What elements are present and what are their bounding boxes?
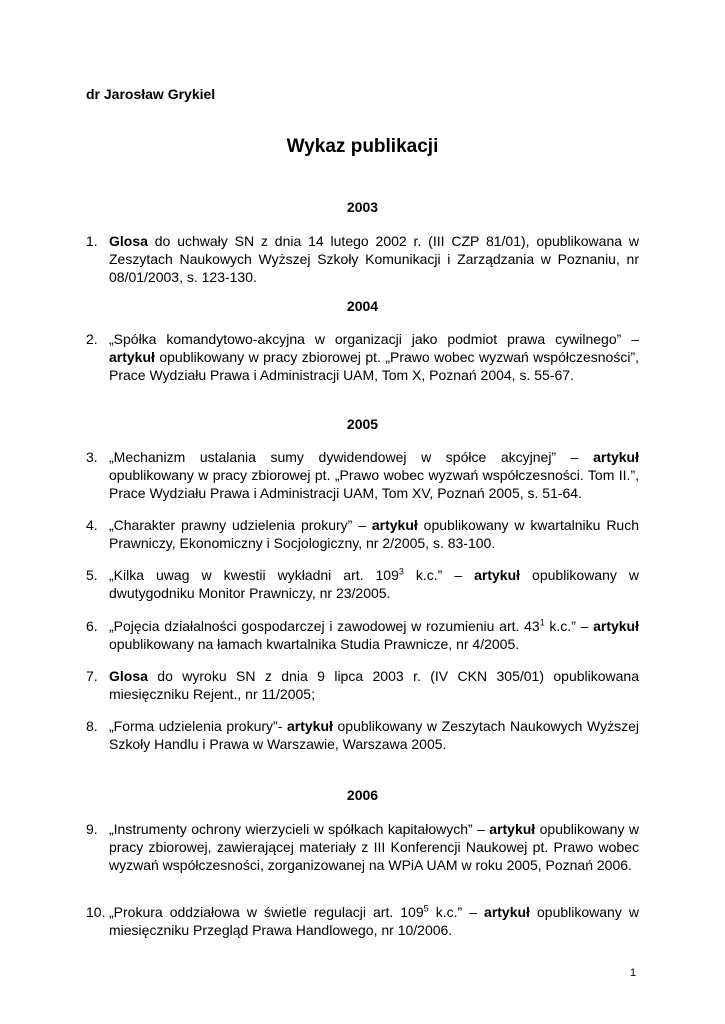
text-run: k.c.” – (403, 567, 475, 583)
bold-keyword: artykuł (489, 821, 536, 837)
text-run: „Charakter prawny udzielenia prokury” – (109, 517, 372, 533)
item-number: 10. (86, 904, 106, 920)
author-name: dr Jarosław Grykiel (86, 86, 216, 102)
publication-item-6 (86, 617, 639, 653)
item-text (109, 516, 639, 552)
item-text (109, 566, 639, 602)
bold-keyword: artykuł (109, 349, 155, 365)
page-number: 1 (630, 967, 637, 979)
publication-item-4 (86, 516, 639, 552)
publication-item-3 (86, 448, 639, 502)
text-run: opublikowany w kwartalniku Ruch Prawniczy, Ekonomiczny i Socjologiczny, nr 2/2005, s. 83-100. (109, 517, 639, 551)
publication-item-5 (86, 566, 639, 602)
superscript: 5 (423, 903, 429, 914)
item-text (109, 617, 639, 653)
year-heading-2006: 2006 (346, 787, 379, 803)
text-run: opublikowany w dwutygodniku Monitor Prawniczy, nr 23/2005. (109, 567, 639, 601)
item-number: 1. (86, 233, 98, 249)
text-run: opublikowany w pracy zbiorowej pt. „Prawo wobec wyzwań współczesności. Tom II.”, Prace Wydziału Prawa i Administracji UAM, Tom XV, Poznań 2005, s. 51-64. (109, 467, 639, 501)
text-run: „Spółka komandytowo-akcyjna w organizacji jako podmiot prawa cywilnego” – (109, 331, 639, 347)
bold-keyword: Glosa (109, 233, 148, 249)
year-heading-2004: 2004 (346, 298, 379, 314)
text-run: „Forma udzielenia prokury”- (109, 718, 287, 734)
bold-keyword: Glosa (109, 668, 148, 684)
document-title: Wykaz publikacji (286, 136, 439, 157)
text-run: „Pojęcia działalności gospodarczej i zawodowej w rozumieniu art. 43 (109, 618, 540, 634)
bold-keyword: artykuł (593, 449, 639, 465)
superscript: 1 (539, 617, 545, 628)
text-run: „Kilka uwag w kwestii wykładni art. 109 (109, 567, 399, 583)
item-text (109, 448, 639, 502)
text-run: do wyroku SN z dnia 9 lipca 2003 r. (IV CKN 305/01) opublikowana miesięczniku Rejent., nr 11/2005; (109, 668, 639, 702)
item-number: 9. (86, 821, 98, 837)
text-run: „Instrumenty ochrony wierzycieli w spółkach kapitałowych” – (109, 821, 490, 837)
text-run: opublikowany w miesięczniku Przegląd Prawa Handlowego, nr 10/2006. (109, 904, 639, 938)
item-text (109, 820, 639, 874)
bold-keyword: artykuł (286, 718, 333, 734)
text-run: opublikowany na łamach kwartalnika Studia Prawnicze, nr 4/2005. (109, 636, 520, 652)
publication-item-10 (86, 903, 639, 939)
bold-keyword: artykuł (474, 567, 521, 583)
text-run: opublikowany w pracy zbiorowej, zawierającej materiały z III Konferencji Naukowej pt. Prawo wobec wyzwań współczesności, zorganizowanej na WPiA UAM w roku 2005, Poznań 2006. (109, 821, 639, 873)
text-run: do uchwały SN z dnia 14 lutego 2002 r. (III CZP 81/01), opublikowana w Zeszytach Naukowych Wyższej Szkoły Komunikacji i Zarządzania w Poznaniu, nr 08/01/2003, s. 123-130. (109, 233, 639, 285)
text-run: „Prokura oddziałowa w świetle regulacji art. 109 (109, 904, 424, 920)
year-heading-2003: 2003 (346, 199, 379, 215)
text-run: opublikowany w pracy zbiorowej pt. „Prawo wobec wyzwań współczesności”, Prace Wydziału Prawa i Administracji UAM, Tom X, Poznań 2004, s. 55-67. (109, 349, 639, 383)
text-run: k.c.” – (428, 904, 485, 920)
bold-keyword: artykuł (484, 904, 530, 920)
text-run: „Mechanizm ustalania sumy dywidendowej w spółce akcyjnej” – (109, 449, 594, 465)
text-run: k.c.” – (544, 618, 594, 634)
item-text (109, 717, 639, 753)
bold-keyword: artykuł (371, 517, 418, 533)
text-run: opublikowany w Zeszytach Naukowych Wyższej Szkoły Handlu i Prawa w Warszawie, Warszawa 2005. (109, 718, 639, 752)
publication-item-1 (86, 232, 639, 286)
item-number: 5. (86, 567, 98, 583)
item-number: 6. (86, 618, 98, 634)
superscript: 3 (398, 566, 404, 577)
publication-item-2 (86, 330, 639, 384)
year-heading-2005: 2005 (346, 416, 379, 432)
item-number: 7. (86, 668, 98, 684)
item-text (109, 330, 639, 384)
publication-item-7 (86, 667, 639, 703)
item-number: 4. (86, 517, 98, 533)
item-text (109, 903, 639, 939)
item-number: 2. (86, 331, 98, 347)
item-text (109, 232, 639, 286)
item-number: 8. (86, 718, 98, 734)
item-text (109, 667, 639, 703)
bold-keyword: artykuł (593, 618, 639, 634)
publication-item-9 (86, 820, 639, 874)
publication-item-8 (86, 717, 639, 753)
item-number: 3. (86, 449, 98, 465)
